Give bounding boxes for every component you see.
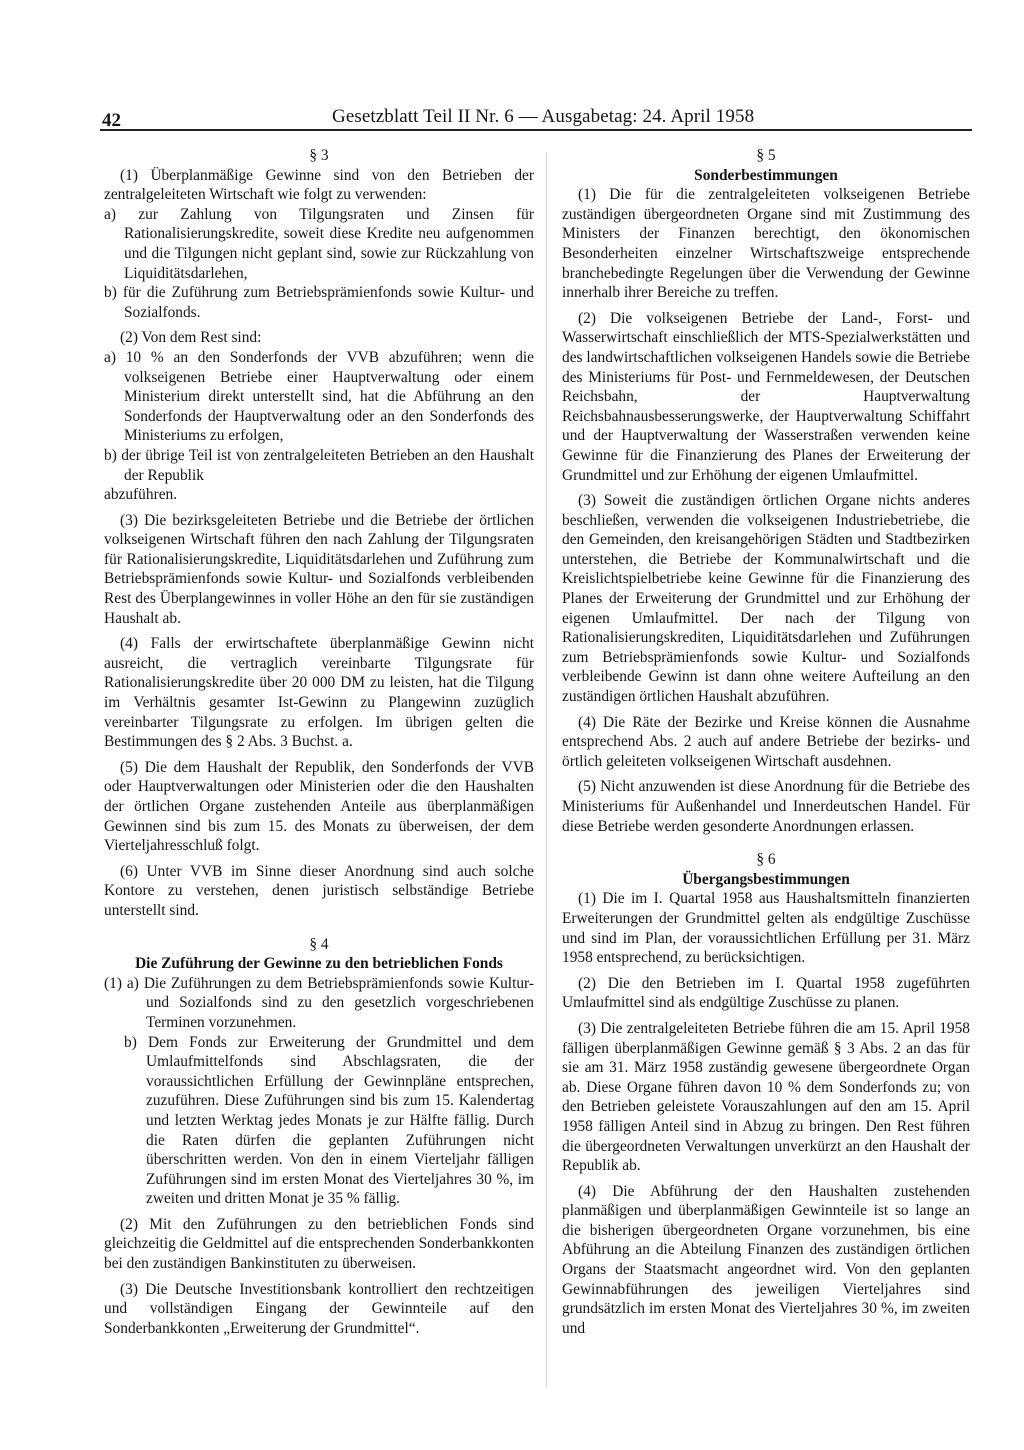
section-4-title: Die Zuführung der Gewinne zu den betrieblichen Fonds <box>135 955 503 973</box>
s4-paragraph-3: (3) Die Deutsche Investitionsbank kontrolliert den rechtzeitigen und vollständigen Eingang der Gewinnteile auf den Sonderbankkonten „Erweiterung der Grundmittel“. <box>104 1280 534 1337</box>
section-6-title: Übergangsbestimmungen <box>682 870 850 888</box>
s3-paragraph-1: (1) Überplanmäßige Gewinne sind von den Betrieben der zentralgeleiteten Wirtschaft wie folgt zu verwenden: <box>104 166 534 204</box>
s6-paragraph-1: (1) Die im I. Quartal 1958 aus Haushaltsmitteln finanzierten Erweiterungen der Grundmittel gelten als endgültige Zuschüsse und sind im Plan, der voraussichtlichen Erfüllung per 31. März 1958 entsprechend, zu berücksichtigen. <box>562 890 970 967</box>
s3-paragraph-6: (6) Unter VVB im Sinne dieser Anordnung sind auch solche Kontore zu verstehen, denen juristisch selbständige Betriebe unterstellt sind. <box>104 862 534 919</box>
s3-paragraph-5: (5) Die dem Haushalt der Republik, den Sonderfonds der VVB oder Hauptverwaltungen oder Ministerien oder die den Haushalten der örtlichen Organe zustehenden Anteile aus überplanmäßigen Gewinnen sind bis zum 15. des Monats zu überweisen, der dem Vierteljahresschluß folgt. <box>104 758 534 855</box>
s6-paragraph-4: (4) Die Abführung der den Haushalten zustehenden planmäßigen und überplanmäßigen Gewinnteile ist so lange an die bisherigen übergeordneten Organe vorzunehmen, bis eine Abführung an die Abteilung Finanzen des zuständigen örtlichen Organs der Staatsmacht angeordnet wird. Von den geplanten Gewinnabführungen des jeweiligen Vierteljahres sind grundsätzlich im ersten Monat des Vierteljahres 30 %, im zweiten und <box>562 1182 970 1337</box>
page-number: 42 <box>102 110 121 131</box>
s4-item-1b: b) Dem Fonds zur Erweiterung der Grundmittel und dem Umlaufmittelfonds sind Abschlagsraten, die der voraussichtlichen Erfüllung der Gewinnpläne entsprechen, zuzuführen. Diese Zuführungen sind bis zum 15. Kalendertag und letzten Werktag jedes Monats je zur Hälfte fällig. Durch die Raten dürfen die geplanten Zuführungen nicht überschritten werden. Von den in einem Vierteljahr fälligen Zuführungen sind im ersten Monat des Vierteljahres 30 %, im zweiten und dritten Monat je 35 % fällig. <box>124 1033 534 1208</box>
section-5-title: Sonderbestimmungen <box>694 166 838 184</box>
section-3-heading: § 3 <box>309 147 329 164</box>
s3-paragraph-2-end: abzuführen. <box>104 486 178 504</box>
s3-item-1a: a) zur Zahlung von Tilgungsraten und Zinsen für Rationalisierungskredite, soweit diese Kredite neu aufgenommen und die Tilgungen nicht geplant sind, sowie zur Rückzahlung von Liquiditätsdarlehen, <box>104 205 534 282</box>
s5-paragraph-2: (2) Die volkseigenen Betriebe der Land-, Forst- und Wasserwirtschaft einschließlich der MTS-Spezialwerkstätten und des landwirtschaftlichen volkseigenen Handels sowie die Betriebe des Ministeriums für Post- und Fernmeldewesen, der Deutschen Reichsbahn, der Hauptverwaltung Reichsbahnausbesserungswerke, der Hauptverwaltung Schiffahrt und der Hauptverwaltung der Wasserstraßen verwenden keine Gewinne für die Finanzierung des Planes der Erweiterung der Grundmittel und zur Erhöhung der eigenen Umlaufmittel. <box>562 309 970 484</box>
right-column <box>562 146 970 1344</box>
s3-item-2a: a) 10 % an den Sonderfonds der VVB abzuführen; wenn die volkseigenen Betriebe einer Hauptverwaltung oder einem Ministerium direkt unterstellt sind, hat die Abführung an den Sonderfonds der Hauptverwaltung oder an den Sonderfonds des Ministeriums zu erfolgen, <box>104 348 534 445</box>
header-rule <box>100 129 972 131</box>
s6-paragraph-3: (3) Die zentralgeleiteten Betriebe führen die am 15. April 1958 fälligen überplanmäßigen Gewinne gemäß § 3 Abs. 2 an das für sie am 31. März 1958 zuständig gewesene übergeordnete Organ ab. Diese Organe führen davon 10 % dem Sonderfonds zu; von den Betrieben geleistete Vorauszahlungen auf den am 15. April 1958 fälligen Anteil sind in Abzug zu bringen. Den Rest führen die übergeordneten Verwaltungen unverkürzt an den Haushalt der Republik ab. <box>562 1019 970 1175</box>
s3-paragraph-3: (3) Die bezirksgeleiteten Betriebe und die Betriebe der örtlichen volkseigenen Wirtschaft führen den nach Zahlung der Tilgungsraten für Rationalisierungskredite, Liquiditätsdarlehen und Zuführung zum Betriebsprämienfonds sowie Kultur- und Sozialfonds verbleibenden Rest des Überplangewinnes in voller Höhe an den für sie zuständigen Haushalt ab. <box>104 511 534 627</box>
section-5-heading: § 5 <box>756 147 776 164</box>
s4-item-1a: (1) a) Die Zuführungen zu dem Betriebsprämienfonds sowie Kultur- und Sozialfonds sind zu den gesetzlich vorgeschriebenen Terminen vorzunehmen. <box>104 974 534 1031</box>
s6-paragraph-2: (2) Die den Betrieben im I. Quartal 1958 zugeführten Umlaufmittel sind als endgültige Zuschüsse zu planen. <box>562 974 970 1012</box>
left-column <box>104 146 534 1344</box>
s3-item-1b: b) für die Zuführung zum Betriebsprämienfonds sowie Kultur- und Sozialfonds. <box>104 284 534 321</box>
column-divider <box>546 152 547 1387</box>
s5-paragraph-3: (3) Soweit die zuständigen örtlichen Organe nichts anderes beschließen, verwenden die volkseigenen Industriebetriebe, die den Gemeinden, den kreisangehörigen Städten und Stadtbezirken unterstehen, die Betriebe der Kommunalwirtschaft und die Kreislichtspielbetriebe keine Gewinne für die Finanzierung des Planes der Erweiterung der Grundmittel und zur Erhöhung der eigenen Umlaufmittel. Der nach der Tilgung von Rationalisierungskrediten, Liquiditätsdarlehen und Zuführungen zum Betriebsprämienfonds sowie Kultur- und Sozialfonds verbleibende Gewinn ist dann ohne weitere Aufteilung an den zuständigen örtlichen Haushalt abzuführen. <box>562 492 970 706</box>
s5-paragraph-4: (4) Die Räte der Bezirke und Kreise können die Ausnahme entsprechend Abs. 2 auch auf andere Betriebe der bezirks- und örtlich geleiteten volkseigenen Wirtschaft ausdehnen. <box>562 713 970 770</box>
running-title: Gesetzblatt Teil II Nr. 6 — Ausgabetag: 24. April 1958 <box>332 106 755 127</box>
s3-paragraph-2: (2) Von dem Rest sind: <box>120 329 262 347</box>
s5-paragraph-5: (5) Nicht anzuwenden ist diese Anordnung für die Betriebe des Ministeriums für Außenhandel und Innerdeutschen Handel. Für diese Betriebe werden gesonderte Anordnungen erlassen. <box>562 778 970 835</box>
s3-item-2b: b) der übrige Teil ist von zentralgeleiteten Betrieben an den Haushalt der Republik <box>104 446 534 484</box>
page-header <box>100 106 972 130</box>
section-6-heading: § 6 <box>756 851 776 869</box>
section-4-heading: § 4 <box>309 935 329 953</box>
s3-paragraph-4: (4) Falls der erwirtschaftete überplanmäßige Gewinn nicht ausreicht, die vertraglich vereinbarte Tilgungsrate für Rationalisierungskredite über 20 000 DM zu leisten, hat die Tilgung im Verhältnis gesamter Ist-Gewinn zu Plangewinn zuzüglich vereinbarter Tilgungsrate zu erfolgen. Im übrigen gelten die Bestimmungen des § 2 Abs. 3 Buchst. a. <box>104 635 534 751</box>
s5-paragraph-1: (1) Die für die zentralgeleiteten volkseigenen Betriebe zuständigen übergeordneten Organe sind mit Zustimmung des Ministers der Finanzen berechtigt, den ökonomischen Besonderheiten einzelner Wirtschaftszweige entsprechende branchebedingte Regelungen über die Verwendung der Gewinne innerhalb ihrer Bereiche zu treffen. <box>562 186 970 302</box>
s4-paragraph-2: (2) Mit den Zuführungen zu den betrieblichen Fonds sind gleichzeitig die Geldmittel auf die entsprechenden Sonderbankkonten bei den zuständigen Bankinstituten zu überweisen. <box>104 1215 534 1273</box>
